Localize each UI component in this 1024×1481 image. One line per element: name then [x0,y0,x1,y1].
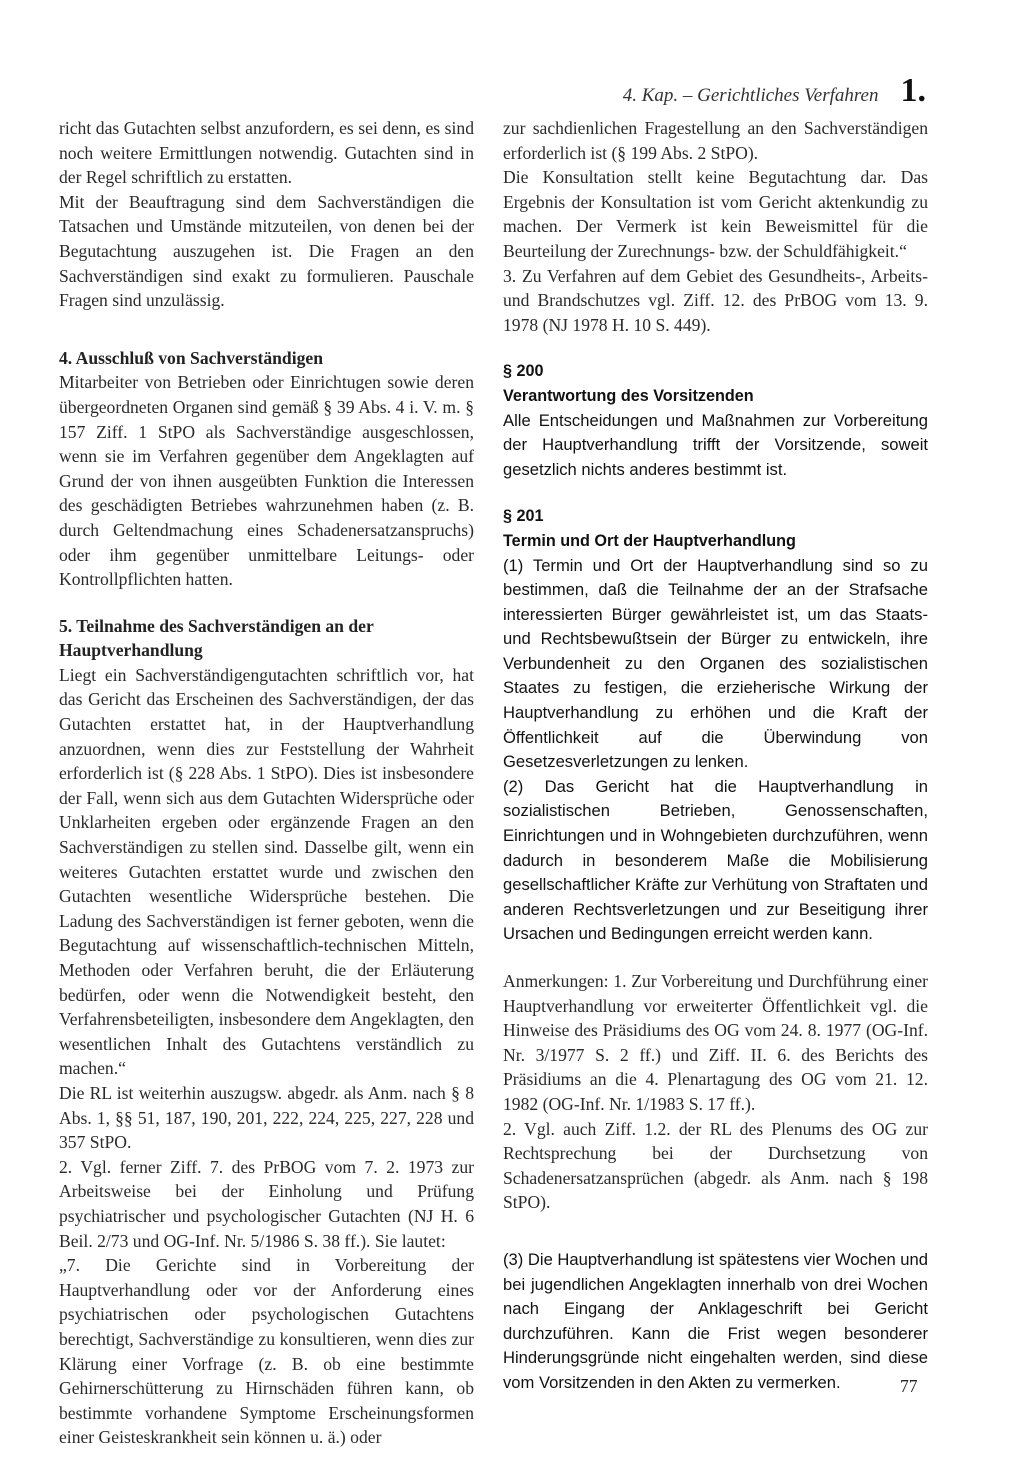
paragraph-continued: richt das Gutachten selbst anzufordern, es sei denn, es sind noch weitere Ermittlungen notwendig. Gutachten sind in der Regel schriftlich zu erstatten. [59,118,474,188]
paragraph-200-title: Verantwortung des Vorsitzenden [503,386,754,405]
paragraph-201-title: Termin und Ort der Hauptverhandlung [503,531,796,550]
paragraph-commissioning: Mit der Beauftragung sind dem Sachverständigen die Tatsachen und Umstände mitzuteilen, von denen bei der Begutachtung auszugehen ist. Die Fragen an den Sachverständigen sind exakt zu formulieren. Pauschale Fragen sind unzulässig. [59,191,474,311]
paragraph-200-number: § 200 [503,362,544,381]
paragraph-200-text: Alle Entscheidungen und Maßnahmen zur Vorbereitung der Hauptverhandlung trifft der Vorsitzende, soweit gesetzlich nichts anderes bestimmt ist. [503,410,928,479]
paragraph-note-2: 2. Vgl. ferner Ziff. 7. des PrBOG vom 7. 2. 1973 zur Arbeitsweise bei der Einholung und Prüfung psychiatrischer und psychologischer Gutachten (NJ H. 6 Beil. 2/73 und OG-Inf. Nr. 5/1986 S. 38 ff.). Sie lautet: [59,1156,474,1251]
paragraph-201-subsection-1: (1) Termin und Ort der Hauptverhandlung sind so zu bestimmen, daß die Teilnahme der an der Strafsache interessierten Bürger gewährleistet ist, um das Staats- und Rechtsbewußtsein der Bürger zu entwickeln, ihre Verbundenheit zu den Organen des sozialistischen Staates zu festigen, die erzieherische Wirkung der Hauptverhandlung zu erhöhen und die Kraft der Öffentlichkeit auf die Überwindung von Gesetzesverletzungen zu lenken. [503,555,928,772]
chapter-number: 1. [900,72,926,109]
section-4-text: Mitarbeiter von Betrieben oder Einrichtugen sowie deren übergeordneten Organen sind gemäß § 39 Abs. 4 i. V. m. § 157 Ziff. 1 StPO als Sachverständige ausgeschlossen, wenn sie im Verfahren gegenüber dem Angeklagten auf Grund der von ihnen ausgeübten Funktion die Interessen des geschädigten Betriebes wahrzunehmen haben (z. B. durch Geltendmachung eines Schadenersatzanspruchs) oder ihm gegenüber unmittelbare Leitungs- oder Kontrollpflichten hatten. [59,372,474,590]
section-4-heading: 4. Ausschluß von Sachverständigen [59,347,323,368]
running-header [623,74,926,108]
paragraph-rl-reference: Die RL ist weiterhin auszugsw. abgedr. als Anm. nach § 8 Abs. 1, §§ 51, 187, 190, 201, 222, 224, 225, 227, 228 und 357 StPO. [59,1082,474,1153]
page-number: 77 [900,1376,918,1396]
right-column [503,116,928,1396]
section-5-heading: 5. Teilnahme des Sachverständigen an der Hauptverhandlung [59,615,374,661]
paragraph-quote-7: „7. Die Gerichte sind in Vorbereitung der Hauptverhandlung oder vor der Anforderung eines psychiatrischen oder psychologischen Gutachtens berechtigt, Sachverständige zu konsultieren, wenn dies zur Klärung einer Vorfrage (z. B. ob eine bestimmte Gehirnerschütterung zu Hirnschäden führen kann, ob bestimmte vorhandene Symptome Erscheinungsformen einer Geisteskrankheit sein können u. ä.) oder [59,1255,474,1448]
left-column [59,116,474,1450]
paragraph-201-subsection-2: (2) Das Gericht hat die Hauptverhandlung in sozialistischen Betrieben, Genossenschaften, Einrichtungen und in Wohngebieten durchzuführen, wenn dadurch in besonderem Maße die Mobilisierung gesellschaftlicher Kräfte zur Verhütung von Straftaten und anderen Rechtsverletzungen und zur Beseitigung ihrer Ursachen und Bedingungen erreicht werden kann. [503,776,928,944]
annotation-1: Anmerkungen: 1. Zur Vorbereitung und Durchführung einer Hauptverhandlung vor erweiterter Öffentlichkeit vgl. die Hinweise des Präsidiums des OG vom 24. 8. 1977 (OG-Inf. Nr. 3/1977 S. 2 ff.) und Ziff. II. 6. des Berichts des Präsidiums an die 4. Plenartagung des OG vom 21. 12. 1982 (OG-Inf. Nr. 1/1983 S. 17 ff.). [503,971,928,1114]
paragraph-continued-right: zur sachdienlichen Fragestellung an den Sachverständigen erforderlich ist (§ 199 Abs. 2 StPO). [503,118,928,163]
section-5-text: Liegt ein Sachverständigengutachten schriftlich vor, hat das Gericht das Erscheinen des Sachverständigen, der das Gutachten erstattet hat, in der Hauptverhandlung anzuordnen, wenn dies zur Feststellung der Wahrheit erforderlich ist (§ 228 Abs. 1 StPO). Dies ist insbesondere der Fall, wenn sich aus dem Gutachten Widersprüche oder Unklarheiten ergeben oder ergänzende Fragen an den Sachverständigen zu stellen sind. Dasselbe gilt, wenn ein weiteres Gutachten erstattet wurde und zwischen den Gutachten wesentliche Widersprüche bestehen. Die Ladung des Sachverständigen ist ferner geboten, wenn die Begutachtung auf wissenschaftlich-technischen Mitteln, Methoden oder Verfahren beruht, die der Erläuterung bedürfen, oder wenn die Notwendigkeit besteht, den Verfahrensbeteiligten, insbesondere dem Angeklagten, den wesentlichen Inhalt des Gutachtens verständlich zu machen.“ [59,664,474,1079]
running-title: 4. Kap. – Gerichtliches Verfahren [622,85,879,106]
annotation-2: 2. Vgl. auch Ziff. 1.2. der RL des Plenums des OG zur Rechtsprechung bei der Durchsetzung von Schadenersatzansprüchen (abgedr. als Anm. nach § 198 StPO). [503,1118,928,1213]
paragraph-consultation: Die Konsultation stellt keine Begutachtung dar. Das Ergebnis der Konsultation ist vom Gericht aktenkundig zu machen. Der Vermerk ist kein Beweismittel für die Beurteilung der Zurechnungs- bzw. der Schuldfähigkeit.“ [503,167,928,261]
paragraph-201-subsection-3: (3) Die Hauptverhandlung ist spätestens vier Wochen und bei jugendlichen Angeklagten innerhalb von drei Wochen nach Eingang der Anklageschrift bei Gericht durchzuführen. Kann die Frist wegen besonderer Hinderungsgründe nicht eingehalten werden, sind diese vom Vorsitzenden in den Akten zu vermerken. [503,1249,928,1392]
paragraph-note-3: 3. Zu Verfahren auf dem Gebiet des Gesundheits-, Arbeits- und Brandschutzes vgl. Ziff. 12. des PrBOG vom 13. 9. 1978 (NJ 1978 H. 10 S. 449). [503,265,928,335]
paragraph-201-number: § 201 [503,507,544,526]
